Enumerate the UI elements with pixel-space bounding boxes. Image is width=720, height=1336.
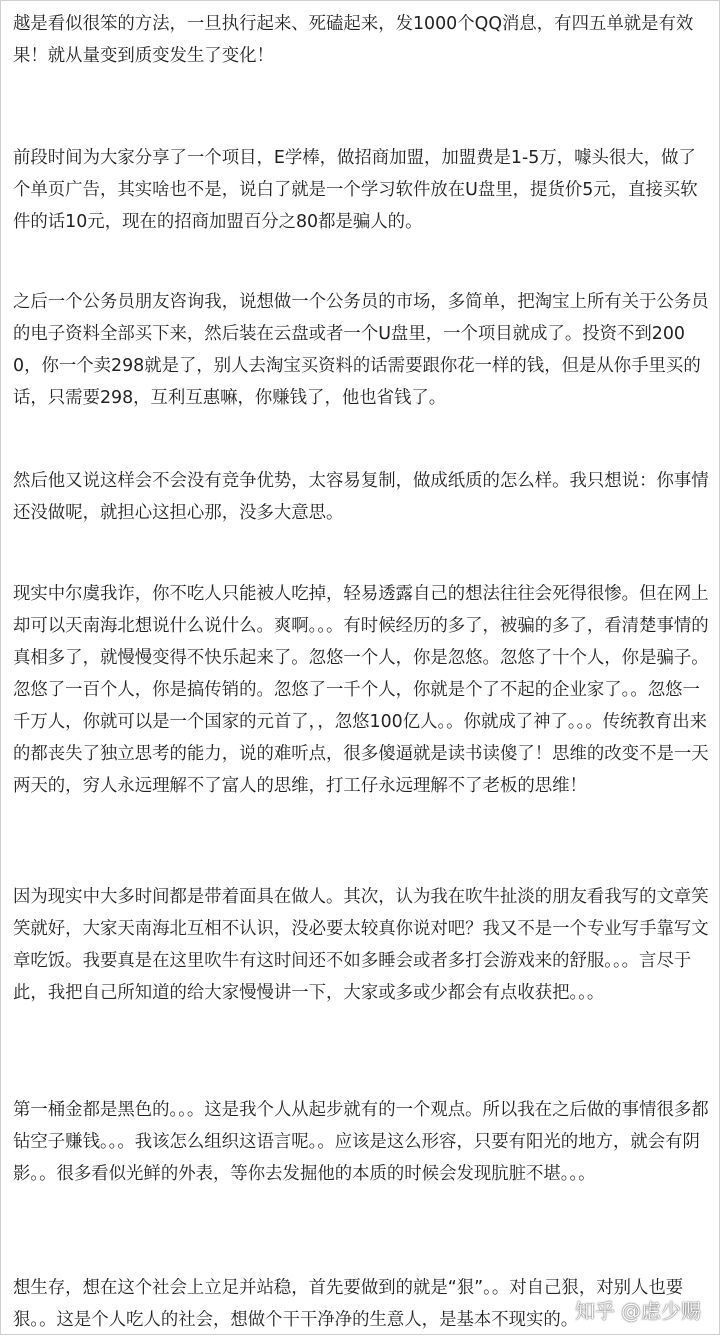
paragraph-8: 想生存，想在这个社会上立足并站稳，首先要做到的就是“狠”。。对自己狠，对别人也要狠。。这是个人吃人的社会，想做个干干净净的生意人，是基本不现实的。 xyxy=(13,1278,684,1330)
watermark-site: 知乎 xyxy=(575,1299,615,1323)
paragraph-7: 第一桶金都是黑色的。。。这是我个人从起步就有的一个观点。所以我在之后做的事情很多都钻空子赚钱。。。我该怎么组织这语言呢。。应该是这么形容，只要有阳光的地方，就会有阴影。。很多看似光鲜的外表，等你去发掘他的本质的时候会发现肮脏不堪。。。 xyxy=(13,1100,709,1184)
zhihu-watermark xyxy=(575,1298,701,1324)
paragraph-2: 前段时间为大家分享了一个项目，E学棒，做招商加盟，加盟费是1-5万，噱头很大，做了个单页广告，其实啥也不是，说白了就是一个学习软件放在U盘里，提货价5元，直接买软件的话10元，现在的招商加盟百分之80都是骗人的。 xyxy=(13,148,698,232)
paragraph-6: 因为现实中大多时间都是带着面具在做人。其次，认为我在吹牛扯淡的朋友看我写的文章笑笑就好，大家天南海北互相不认识，没必要太较真你说对吧？我又不是一个专业写手靠写文章吃饭。我要真是在这里吹牛有这时间还不如多睡会或者多打会游戏来的舒服。。。言尽于此，我把自己所知道的给大家慢慢讲一下，大家或多或少都会有点收获把。。。 xyxy=(13,887,709,1003)
paragraph-5: 现实中尔虞我诈，你不吃人只能被人吃掉，轻易透露自己的想法往往会死得很惨。但在网上却可以天南海北想说什么说什么。爽啊。。。有时候经历的多了，被骗的多了，看清楚事情的真相多了，就慢慢变得不快乐起来了。忽悠一个人，你是忽悠。忽悠了十个人，你是骗子。忽悠了一百个人，你是搞传销的。忽悠了一千个人，你就是个了不起的企业家了。。忽悠一千万人，你就可以是一个国家的元首了，，忽悠100亿人。。你就成了神了。。。传统教育出来的都丧失了独立思考的能力，说的难听点，很多傻逼就是读书读傻了！思维的改变不是一天两天的，穷人永远理解不了富人的思维，打工仔永远理解不了老板的思维！ xyxy=(13,584,709,796)
paragraph-4: 然后他又说这样会不会没有竞争优势，太容易复制，做成纸质的怎么样。我只想说：你事情还没做呢，就担心这担心那，没多大意思。 xyxy=(13,471,709,523)
watermark-author: @虑少赐 xyxy=(621,1299,701,1323)
paragraph-3: 之后一个公务员朋友咨询我，说想做一个公务员的市场，多简单，把淘宝上所有关于公务员的电子资料全部买下来，然后装在云盘或者一个U盘里，一个项目就成了。投资不到2000，你一个卖298就是了，别人去淘宝买资料的话需要跟你花一样的钱，但是从你手里买的话，只需要298，互利互惠嘛，你赚钱了，他也省钱了。 xyxy=(13,292,709,408)
paragraph-1: 越是看似很笨的方法，一旦执行起来、死磕起来，发1000个QQ消息，有四五单就是有效果！就从量变到质变发生了变化！ xyxy=(13,14,694,66)
